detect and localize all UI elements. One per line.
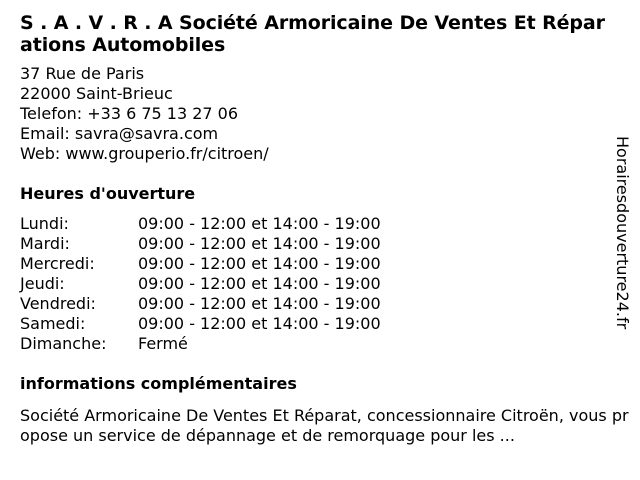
watermark xyxy=(612,136,632,342)
hours-heading: Heures d'ouverture xyxy=(20,184,196,203)
city-postal: 22000 Saint-Brieuc xyxy=(20,84,173,103)
day-label: Vendredi: xyxy=(20,294,96,313)
day-time: 09:00 - 12:00 et 14:00 - 19:00 xyxy=(138,214,381,233)
day-label: Dimanche: xyxy=(20,334,107,353)
hours-row-thursday xyxy=(20,274,381,294)
email-address[interactable]: Email: savra@savra.com xyxy=(20,124,219,143)
watermark-text: Horairesdouverture24.fr xyxy=(613,136,632,330)
hours-row-tuesday xyxy=(20,234,381,254)
hours-row-monday xyxy=(20,214,381,234)
website-link[interactable]: Web: www.grouperio.fr/citroen/ xyxy=(20,144,269,163)
phone-number[interactable]: Telefon: +33 6 75 13 27 06 xyxy=(20,104,239,123)
hours-row-friday xyxy=(20,294,381,314)
day-time: 09:00 - 12:00 et 14:00 - 19:00 xyxy=(138,274,381,293)
opening-hours-table xyxy=(20,214,381,354)
day-label: Samedi: xyxy=(20,314,86,333)
day-time: Fermé xyxy=(138,334,188,353)
info-description: Société Armoricaine De Ventes Et Réparat, concessionnaire Citroën, vous propose un service de dépannage et de remorquage pour les ... xyxy=(20,406,629,445)
day-label: Mardi: xyxy=(20,234,70,253)
street-address: 37 Rue de Paris xyxy=(20,64,145,83)
day-time: 09:00 - 12:00 et 14:00 - 19:00 xyxy=(138,294,381,313)
business-name: S . A . V . R . A Société Armoricaine De Ventes Et Réparations Automobiles xyxy=(20,12,605,56)
day-time: 09:00 - 12:00 et 14:00 - 19:00 xyxy=(138,254,381,273)
day-time: 09:00 - 12:00 et 14:00 - 19:00 xyxy=(138,314,381,333)
hours-row-saturday xyxy=(20,314,381,334)
day-label: Jeudi: xyxy=(20,274,65,293)
hours-row-sunday xyxy=(20,334,381,354)
day-time: 09:00 - 12:00 et 14:00 - 19:00 xyxy=(138,234,381,253)
day-label: Lundi: xyxy=(20,214,69,233)
hours-row-wednesday xyxy=(20,254,381,274)
info-heading: informations complémentaires xyxy=(20,374,297,393)
contact-block xyxy=(20,64,610,164)
day-label: Mercredi: xyxy=(20,254,95,273)
